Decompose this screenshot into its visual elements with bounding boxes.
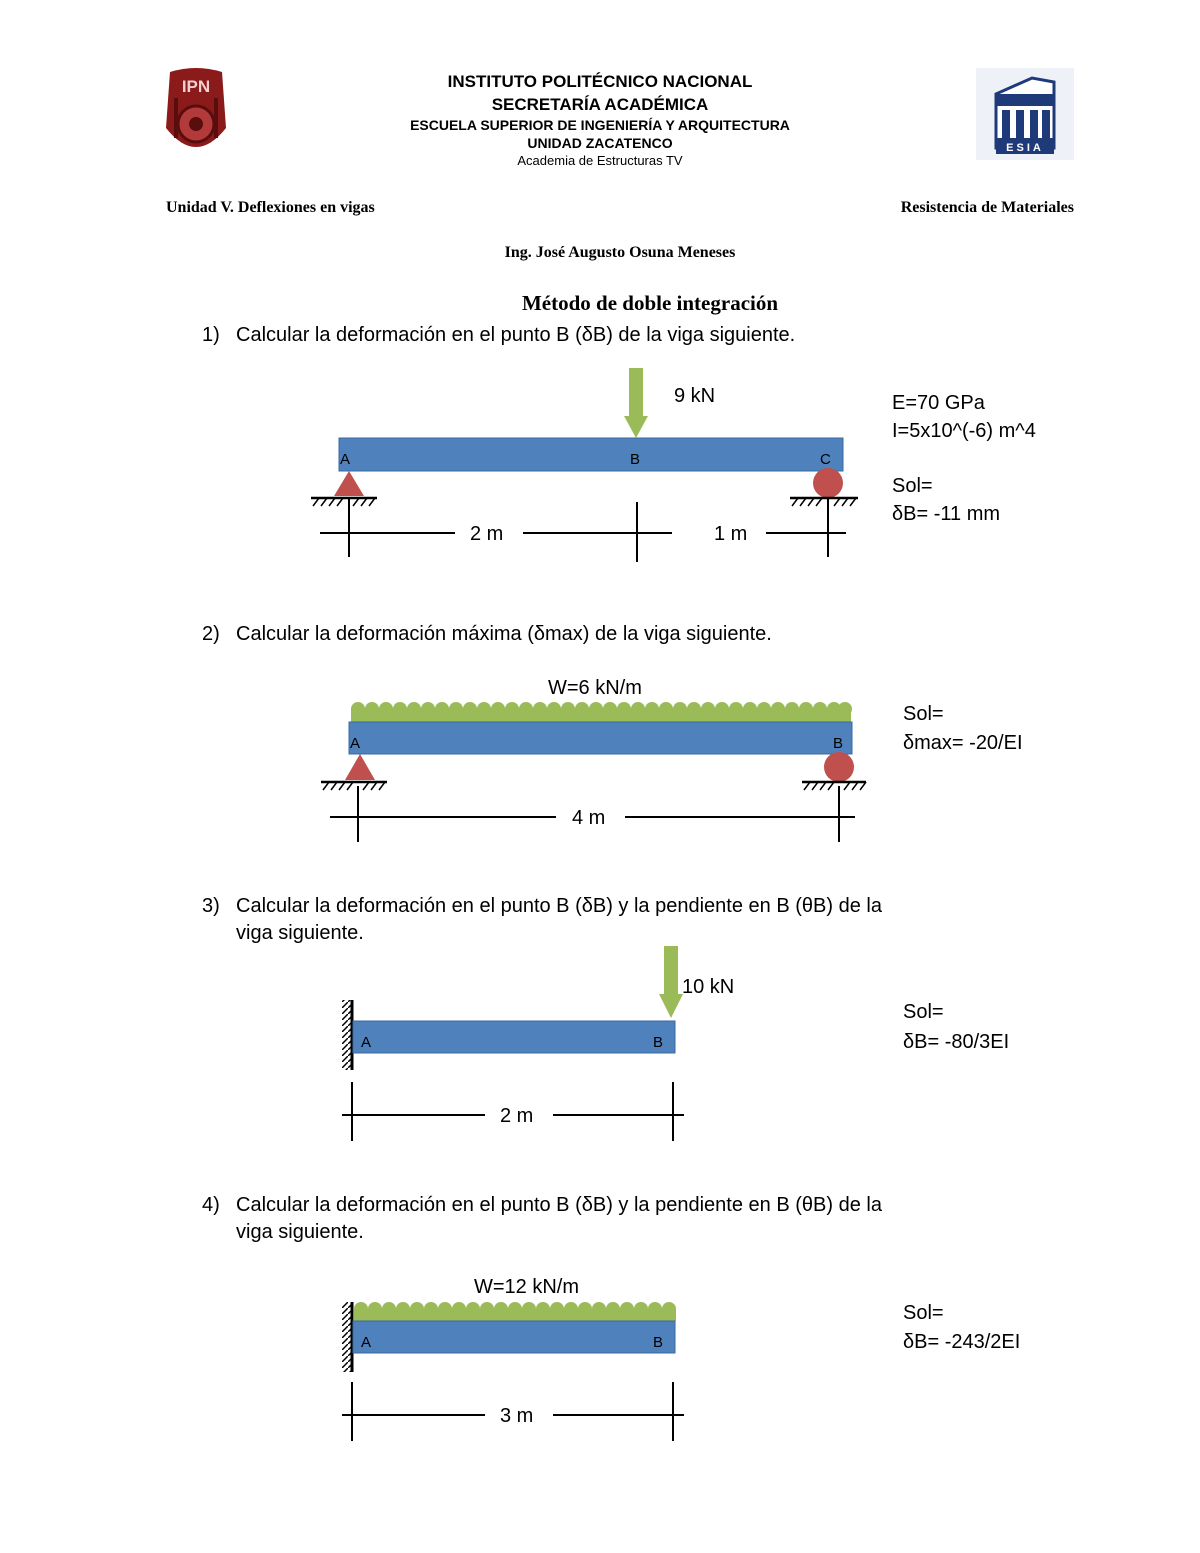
roller-support-1 (790, 468, 858, 506)
unit-name: UNIDAD ZACATENCO (527, 135, 673, 151)
point-b-label-4: B (653, 1334, 664, 1351)
dimension-label-2: 4 m (572, 807, 606, 829)
solution-value-3: δB= -80/3EI (903, 1031, 1010, 1053)
diagram-2 (321, 677, 866, 842)
property-i: I=5x10^(-6) m^4 (892, 420, 1036, 442)
point-load-arrow-3 (659, 946, 683, 1018)
dimension-label-1b: 1 m (714, 523, 748, 545)
pin-support-1 (311, 471, 377, 506)
author-name: Ing. José Augusto Osuna Meneses (504, 244, 736, 261)
point-a-label-1: A (340, 451, 351, 468)
point-a-label-4: A (361, 1334, 372, 1351)
point-load-arrow-1 (624, 368, 648, 438)
unit-title: Unidad V. Deflexiones en vigas (166, 199, 375, 216)
problem-1-statement: Calcular la deformación en el punto B (δB) de la viga siguiente. (236, 324, 796, 346)
dimension-label-4: 3 m (500, 1405, 534, 1427)
course-name: Resistencia de Materiales (900, 199, 1074, 216)
property-e: E=70 GPa (892, 392, 985, 414)
solution-label-2: Sol= (903, 703, 944, 725)
solution-value-2: δmax= -20/EI (903, 732, 1023, 754)
problem-4-number: 4) (202, 1194, 220, 1216)
distributed-load-4 (354, 1302, 676, 1321)
dimension-label-3: 2 m (500, 1105, 534, 1127)
academy-name: Academia de Estructuras TV (517, 153, 683, 168)
load-label-4: W=12 kN/m (474, 1276, 580, 1298)
problem-4-statement: Calcular la deformación en el punto B (δB) y la pendiente en B (θB) de la (236, 1194, 882, 1216)
load-label-2: W=6 kN/m (548, 677, 642, 699)
ipn-logo-text: IPN (181, 77, 211, 96)
dimension-label-1a: 2 m (470, 523, 504, 545)
point-b-label-2: B (833, 735, 844, 752)
esia-logo-text: ESIA (1006, 142, 1044, 154)
problem-3-number: 3) (202, 895, 220, 917)
problem-2-statement: Calcular la deformación máxima (δmax) de la viga siguiente. (236, 623, 772, 645)
load-label-3: 10 kN (682, 976, 735, 998)
roller-support-2 (802, 752, 866, 790)
problem-2-number: 2) (202, 623, 220, 645)
problem-3-statement: Calcular la deformación en el punto B (δB) y la pendiente en B (θB) de la (236, 895, 882, 917)
beam-3 (353, 1021, 675, 1053)
diagram-1 (311, 368, 858, 562)
solution-value-4: δB= -243/2EI (903, 1331, 1021, 1353)
diagram-4 (342, 1276, 684, 1441)
problem-1-number: 1) (202, 324, 220, 346)
fixed-support-3 (342, 1000, 352, 1070)
point-a-label-3: A (361, 1034, 372, 1051)
point-b-label-1: B (630, 451, 641, 468)
solution-label-4: Sol= (903, 1302, 944, 1324)
point-b-label-3: B (653, 1034, 664, 1051)
solution-label-1: Sol= (892, 475, 933, 497)
pin-support-2 (321, 754, 387, 790)
beam-1 (339, 438, 843, 471)
point-a-label-2: A (350, 735, 361, 752)
beam-4 (353, 1321, 675, 1353)
point-c-label-1: C (820, 451, 831, 468)
beam-2 (349, 722, 852, 754)
load-label-1: 9 kN (674, 385, 716, 407)
method-title: Método de doble integración (521, 291, 779, 315)
diagram-3 (342, 946, 734, 1141)
solution-value-1: δB= -11 mm (892, 503, 1001, 525)
fixed-support-4 (342, 1302, 352, 1372)
problem-3-statement-cont: viga siguiente. (236, 922, 364, 944)
school-name: ESCUELA SUPERIOR DE INGENIERÍA Y ARQUITECTURA (410, 117, 790, 133)
institute-name: INSTITUTO POLITÉCNICO NACIONAL (447, 72, 753, 91)
dimension-line-1 (320, 498, 846, 562)
solution-label-3: Sol= (903, 1001, 944, 1023)
distributed-load-2 (351, 702, 852, 722)
secretariat-name: SECRETARÍA ACADÉMICA (491, 95, 709, 114)
problem-4-statement-cont: viga siguiente. (236, 1221, 364, 1243)
